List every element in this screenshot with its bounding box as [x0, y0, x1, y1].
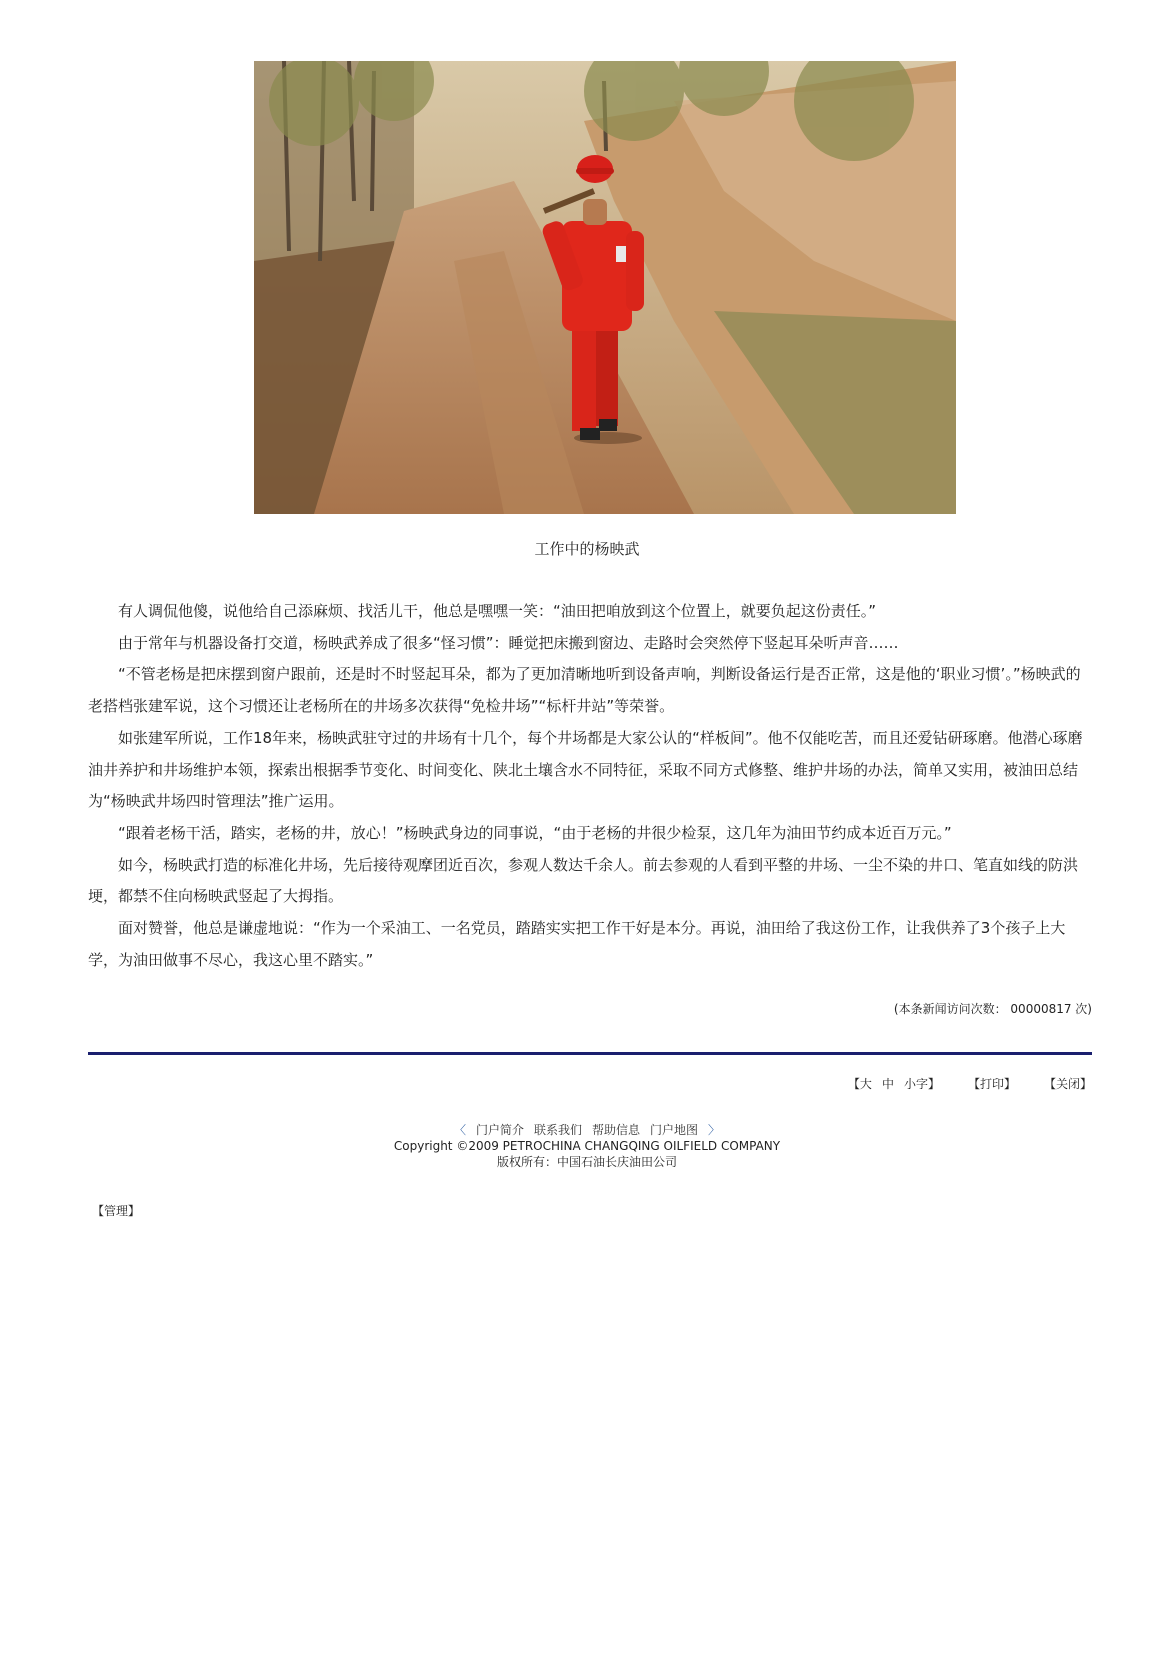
- article-toolbar: [848, 1075, 1092, 1092]
- close-button[interactable]: 【关闭】: [1043, 1077, 1092, 1091]
- admin-link[interactable]: 【管理】: [92, 1204, 141, 1218]
- article-paragraph: 有人调侃他傻，说他给自己添麻烦、找活儿干，他总是嘿嘿一笑：“油田把咱放到这个位置上，就要负起这份责任。”: [118, 602, 877, 620]
- worker-photo-illustration: [254, 61, 956, 514]
- font-size-large-button[interactable]: 【大: [847, 1077, 872, 1091]
- article-paragraph: “不管老杨是把床摆到窗户跟前，还是时不时竖起耳朵，都为了更加清晰地听到设备声响，判断设备运行是否正常，这是他的‘职业习惯’。”杨映武的老搭档张建军说，这个习惯还让老杨所在的井场多次获得“免检井场”“标杆井站”等荣誉。: [88, 665, 1081, 716]
- article-paragraph: “跟着老杨干活，踏实，老杨的井，放心！”杨映武身边的同事说，“由于老杨的井很少检泵，这几年为油田节约成本近百万元。”: [118, 823, 952, 842]
- article-body: [88, 596, 1092, 976]
- article-paragraph: 如张建军所说，工作18年来，杨映武驻守过的井场有十几个，每个井场都是大家公认的“样板间”。他不仅能吃苦，而且还爱钻研琢磨。他潜心琢磨油井养护和井场维护本领，探索出根据季节变化、时间变化、陕北土壤含水不同特征，采取不同方式修整、维护井场的办法，简单又实用，被油田总结为“杨映武井场四时管理法”推广运用。: [88, 728, 1083, 811]
- footer-links: [0, 1122, 1174, 1138]
- copyright-text: Copyright ©2009 PETROCHINA CHANGQING OILFIELD COMPANY: [393, 1139, 781, 1153]
- footer-link-help[interactable]: 帮助信息: [592, 1123, 641, 1137]
- chevron-left-icon: 〈: [453, 1123, 466, 1137]
- footer-link-contact[interactable]: 联系我们: [533, 1123, 582, 1137]
- chevron-right-icon: 〉: [708, 1123, 721, 1137]
- site-footer: [0, 1122, 1174, 1170]
- owner-text: 版权所有：中国石油长庆油田公司: [496, 1155, 677, 1169]
- font-size-small-button[interactable]: 小字】: [903, 1077, 940, 1091]
- article-paragraph: 由于常年与机器设备打交道，杨映武养成了很多“怪习惯”：睡觉把床搬到窗边、走路时会突然停下竖起耳朵听声音……: [118, 633, 899, 652]
- font-size-medium-button[interactable]: 中: [881, 1077, 894, 1091]
- footer-link-about[interactable]: 门户简介: [475, 1123, 524, 1137]
- print-button[interactable]: 【打印】: [967, 1077, 1016, 1091]
- article-paragraph: 如今，杨映武打造的标准化井场，先后接待观摩团近百次，参观人数达千余人。前去参观的人看到平整的井场、一尘不染的井口、笔直如线的防洪埂，都禁不住向杨映武竖起了大拇指。: [88, 855, 1079, 906]
- news-photo: [254, 61, 956, 514]
- photo-caption: 工作中的杨映武: [534, 540, 640, 558]
- visit-counter: (本条新闻访问次数： 00000817 次): [893, 1002, 1092, 1016]
- footer-link-sitemap[interactable]: 门户地图: [650, 1123, 699, 1137]
- article-paragraph: 面对赞誉，他总是谦虚地说：“作为一个采油工、一名党员，踏踏实实把工作干好是本分。再说，油田给了我这份工作，让我供养了3个孩子上大学，为油田做事不尽心，我这心里不踏实。”: [88, 919, 1066, 969]
- divider-rule: [88, 1052, 1092, 1055]
- font-size-controls: [848, 1075, 940, 1092]
